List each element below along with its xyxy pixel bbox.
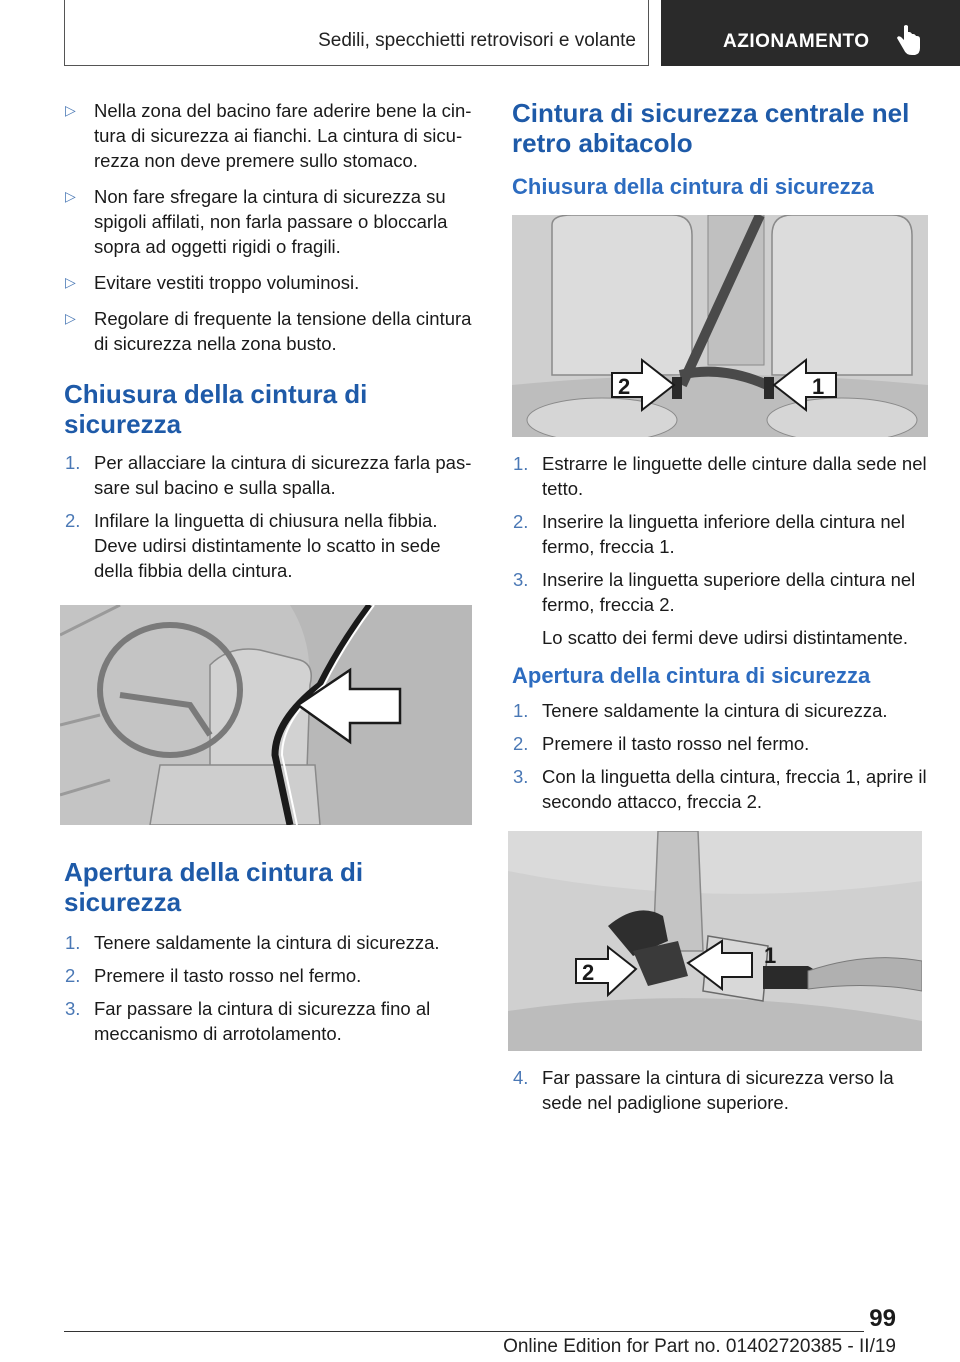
triangle-marker-icon: ▷	[65, 188, 76, 204]
section-title: Sedili, specchietti retrovisori e volante	[318, 30, 636, 51]
page-header	[64, 0, 960, 66]
pointing-hand-icon	[893, 24, 923, 58]
arrow-label-1: 1	[764, 943, 777, 968]
final-step	[512, 1065, 928, 1115]
chapter-tab	[661, 0, 960, 66]
right-column	[512, 98, 928, 1123]
edition-label: Online Edition for Part no. 01402720385 - II/19	[503, 1336, 896, 1357]
closing-heading: Chiusura della cintura di sicurezza	[64, 379, 368, 439]
chapter-label: AZIONAMENTO	[723, 31, 870, 52]
list-item: 2. Inserire la linguetta inferiore della cintura nel fermo, freccia 1.	[513, 511, 906, 557]
list-item: ▷ Nella zona del bacino fare aderire bene la cin‐ tura di sicurezza ai fianchi. La cintura di sicu‐ rezza non deve premere sullo stomaco.	[65, 100, 472, 171]
list-item: 4. Far passare la cintura di sicurezza verso la sede nel padiglione superiore.	[513, 1067, 894, 1113]
arrow-label-2: 2	[582, 960, 595, 985]
opening-steps	[64, 930, 484, 1046]
list-item: 1. Tenere saldamente la cintura di sicurezza.	[65, 932, 440, 953]
list-item: 1. Tenere saldamente la cintura di sicurezza.	[513, 700, 888, 721]
arrow-label-1: 1	[812, 374, 825, 399]
list-item: 3. Con la linguetta della cintura, freccia 1, aprire il secondo attacco, freccia 2.	[513, 766, 927, 812]
closing-note: Lo scatto dei fermi deve udirsi distintamente.	[542, 627, 909, 648]
center-closing-subheading: Chiusura della cintura di sicurezza	[512, 174, 874, 199]
section-title-box	[64, 0, 649, 66]
front-seat-belt-figure	[60, 605, 472, 825]
rear-center-belt-figure	[512, 215, 928, 437]
buckle-release-figure	[508, 831, 922, 1051]
arrow-label-2: 2	[618, 374, 631, 399]
front-seat-illustration	[60, 605, 472, 825]
center-closing-steps	[512, 451, 928, 617]
list-item: ▷ Non fare sfregare la cintura di sicurezza su spigoli affilati, non farla passare o bloccarla sopra ad oggetti rigidi o fragili.	[65, 186, 448, 257]
rear-seat-illustration	[512, 215, 928, 437]
list-item: 1. Estrarre le linguette delle cinture dalla sede nel tetto.	[513, 453, 927, 499]
buckle-illustration	[508, 831, 922, 1051]
footer-divider	[64, 1331, 864, 1332]
left-column	[64, 98, 484, 1054]
triangle-marker-icon: ▷	[65, 102, 76, 118]
center-opening-steps	[512, 698, 928, 814]
triangle-marker-icon: ▷	[65, 274, 76, 290]
list-item: ▷ Regolare di frequente la tensione della cintura di sicurezza nella zona busto.	[65, 308, 472, 354]
list-item: 3. Far passare la cintura di sicurezza fino al meccanismo di arrotolamento.	[65, 998, 431, 1044]
center-belt-heading: Cintura di sicurezza centrale nel retro abitacolo	[512, 98, 910, 158]
list-item: 2. Premere il tasto rosso nel fermo.	[65, 965, 362, 986]
list-item: ▷ Evitare vestiti troppo voluminosi.	[65, 272, 360, 293]
opening-heading: Apertura della cintura di sicurezza	[64, 857, 364, 917]
safety-bullet-list	[64, 98, 484, 356]
page-number: 99	[869, 1305, 896, 1332]
list-item: 3. Inserire la linguetta superiore della cintura nel fermo, freccia 2.	[513, 569, 916, 615]
list-item: 2. Premere il tasto rosso nel fermo.	[513, 733, 810, 754]
list-item: 2. Infilare la linguetta di chiusura nella fibbia. Deve udirsi distintamente lo scatto in sede della fibbia della cintura.	[65, 510, 441, 581]
triangle-marker-icon: ▷	[65, 310, 76, 326]
list-item: 1. Per allacciare la cintura di sicurezza farla pas‐ sare sul bacino e sulla spalla.	[65, 452, 472, 498]
closing-steps	[64, 450, 484, 583]
center-opening-subheading: Apertura della cintura di sicurezza	[512, 663, 871, 688]
